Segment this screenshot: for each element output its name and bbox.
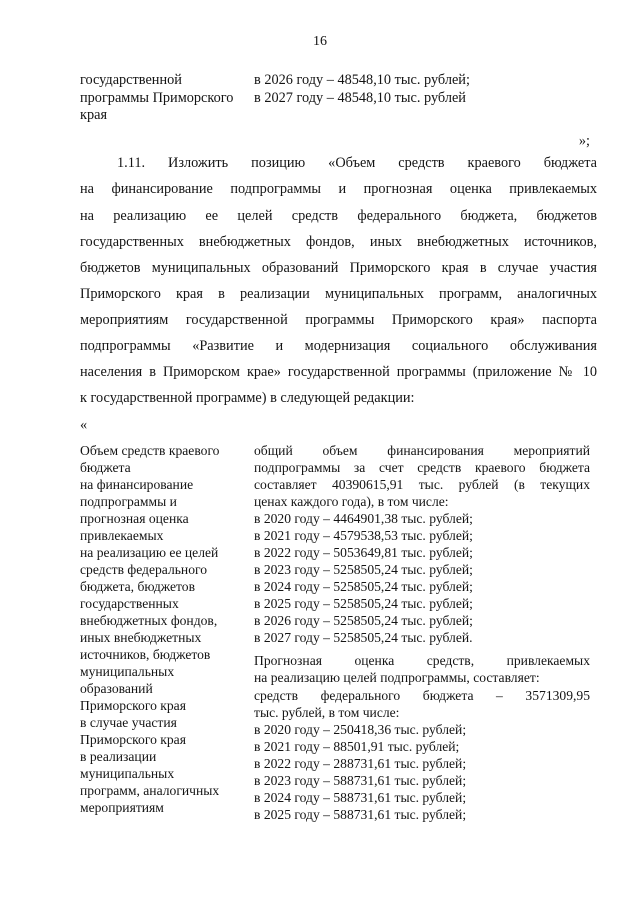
table-right-line: в 2021 году – 4579538,53 тыс. рублей;: [254, 528, 473, 543]
top-right-line: в 2026 году – 48548,10 тыс. рублей;: [254, 72, 470, 88]
paragraph-line: Приморского края в реализации муниципальных программ, аналогичных: [80, 286, 597, 302]
table-left-line: муниципальных: [80, 766, 175, 781]
table-left-line: бюджета: [80, 460, 131, 475]
table-left-line: Приморского края: [80, 732, 186, 747]
table-left-line: в реализации: [80, 749, 157, 764]
table-left-line: прогнозная оценка: [80, 511, 189, 526]
table-right-line: средств федерального бюджета – 3571309,95: [254, 688, 590, 703]
table-right-line: в 2025 году – 5258505,24 тыс. рублей;: [254, 596, 473, 611]
paragraph-line: мероприятиям государственной программы Приморского края» паспорта: [80, 312, 597, 328]
table-left-line: внебюджетных фондов,: [80, 613, 218, 628]
top-left-line: программы Приморского: [80, 90, 234, 106]
table-right-line: в 2027 году – 5258505,24 тыс. рублей.: [254, 630, 473, 645]
table-left-line: средств федерального: [80, 562, 208, 577]
paragraph-line: бюджетов муниципальных образований Приморского края в случае участия: [80, 260, 597, 276]
page-number: 16: [313, 34, 327, 49]
paragraph-line: на финансирование подпрограммы и прогнозная оценка привлекаемых: [80, 181, 597, 197]
table-right-line: ценах каждого года), в том числе:: [254, 494, 449, 509]
table-left-line: Объем средств краевого: [80, 443, 220, 458]
table-left-line: в случае участия: [80, 715, 177, 730]
table-left-line: государственных: [80, 596, 179, 611]
top-right-line: в 2027 году – 48548,10 тыс. рублей: [254, 90, 466, 106]
paragraph-line: населения в Приморском крае» государственной программы (приложение № 10: [80, 364, 597, 380]
paragraph-line: 1.11. Изложить позицию «Объем средств краевого бюджета: [117, 155, 597, 171]
table-left-line: привлекаемых: [80, 528, 164, 543]
table-left-line: источников, бюджетов: [80, 647, 211, 662]
table-right-line: в 2024 году – 5258505,24 тыс. рублей;: [254, 579, 473, 594]
table-right-line: в 2022 году – 288731,61 тыс. рублей;: [254, 756, 467, 771]
opening-quote: «: [80, 417, 88, 433]
table-left-line: мероприятиям: [80, 800, 164, 815]
table-left-line: муниципальных: [80, 664, 175, 679]
top-left-line: государственной: [80, 72, 182, 88]
paragraph-line: подпрограммы «Развитие и модернизация социального обслуживания: [80, 338, 597, 354]
table-right-line: в 2022 году – 5053649,81 тыс. рублей;: [254, 545, 473, 560]
table-right-line: Прогнозная оценка средств, привлекаемых: [254, 653, 590, 668]
top-left-line: края: [80, 107, 108, 123]
table-right-line: составляет 40390615,91 тыс. рублей (в текущих: [254, 477, 590, 492]
table-right-line: в 2020 году – 250418,36 тыс. рублей;: [254, 722, 467, 737]
table-right-line: в 2025 году – 588731,61 тыс. рублей;: [254, 807, 467, 822]
table-right-line: в 2024 году – 588731,61 тыс. рублей;: [254, 790, 467, 805]
table-left-line: на финансирование: [80, 477, 194, 492]
paragraph-line: на реализацию ее целей средств федерального бюджета, бюджетов: [80, 208, 597, 224]
table-left-line: иных внебюджетных: [80, 630, 202, 645]
table-left-line: подпрограммы и: [80, 494, 177, 509]
table-right-line: в 2021 году – 88501,91 тыс. рублей;: [254, 739, 460, 754]
table-left-line: программ, аналогичных: [80, 783, 220, 798]
table-right-line: в 2026 году – 5258505,24 тыс. рублей;: [254, 613, 473, 628]
table-left-line: Приморского края: [80, 698, 186, 713]
paragraph-line: государственных внебюджетных фондов, иных внебюджетных источников,: [80, 234, 597, 250]
table-left-line: образований: [80, 681, 153, 696]
table-right-line: в 2023 году – 5258505,24 тыс. рублей;: [254, 562, 473, 577]
table-left-line: на реализацию ее целей: [80, 545, 219, 560]
table-right-line: на реализацию целей подпрограммы, составляет:: [254, 670, 540, 685]
table-right-line: в 2020 году – 4464901,38 тыс. рублей;: [254, 511, 473, 526]
paragraph-line: к государственной программе) в следующей редакции:: [80, 390, 415, 406]
closing-quote: »;: [578, 133, 590, 149]
table-right-line: подпрограммы за счет средств краевого бюджета: [254, 460, 590, 475]
table-right-line: общий объем финансирования мероприятий: [254, 443, 590, 458]
table-right-line: тыс. рублей, в том числе:: [254, 705, 400, 720]
table-right-line: в 2023 году – 588731,61 тыс. рублей;: [254, 773, 467, 788]
table-left-line: бюджета, бюджетов: [80, 579, 196, 594]
